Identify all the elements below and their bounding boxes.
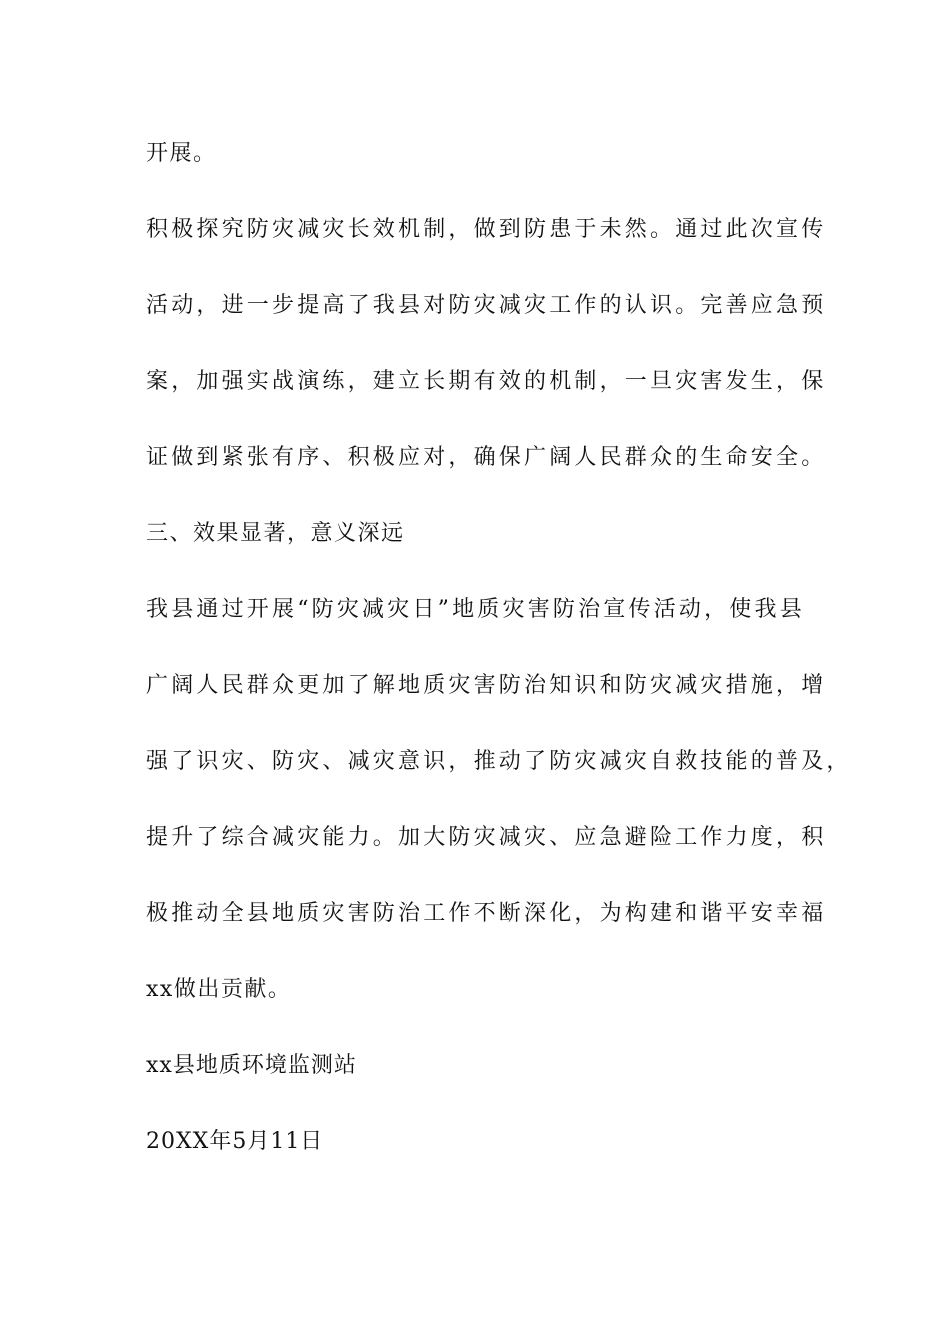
section-heading: 三、效果显著，意义深远 xyxy=(146,521,405,546)
paragraph-line: 活动，进一步提高了我县对防灾减灾工作的认识。完善应急预 xyxy=(146,293,827,318)
paragraph-line: 提升了综合减灾能力。加大防灾减灾、应急避险工作力度，积 xyxy=(146,825,827,850)
paragraph-line: xx做出贡献。 xyxy=(146,977,292,1002)
paragraph-line: 强了识灾、防灾、减灾意识，推动了防灾减灾自救技能的普及， xyxy=(146,749,852,774)
paragraph-line: 广阔人民群众更加了解地质灾害防治知识和防灾减灾措施，增 xyxy=(146,673,827,698)
paragraph-line: 案，加强实战演练，建立长期有效的机制，一旦灾害发生，保 xyxy=(146,369,827,394)
document-body xyxy=(146,132,852,1196)
paragraph-line: 积极探究防灾减灾长效机制，做到防患于未然。通过此次宣传 xyxy=(146,217,827,242)
signature-organization: xx县地质环境监测站 xyxy=(146,1053,357,1078)
paragraph-line: 极推动全县地质灾害防治工作不断深化，为构建和谐平安幸福 xyxy=(146,901,827,926)
paragraph-line-continuation: 开展。 xyxy=(146,141,217,166)
paragraph-line: 我县通过开展“防灾减灾日”地质灾害防治宣传活动，使我县 xyxy=(146,597,805,622)
paragraph-line: 证做到紧张有序、积极应对，确保广阔人民群众的生命安全。 xyxy=(146,445,827,470)
signature-date: 20XX年5月11日 xyxy=(146,1129,324,1154)
